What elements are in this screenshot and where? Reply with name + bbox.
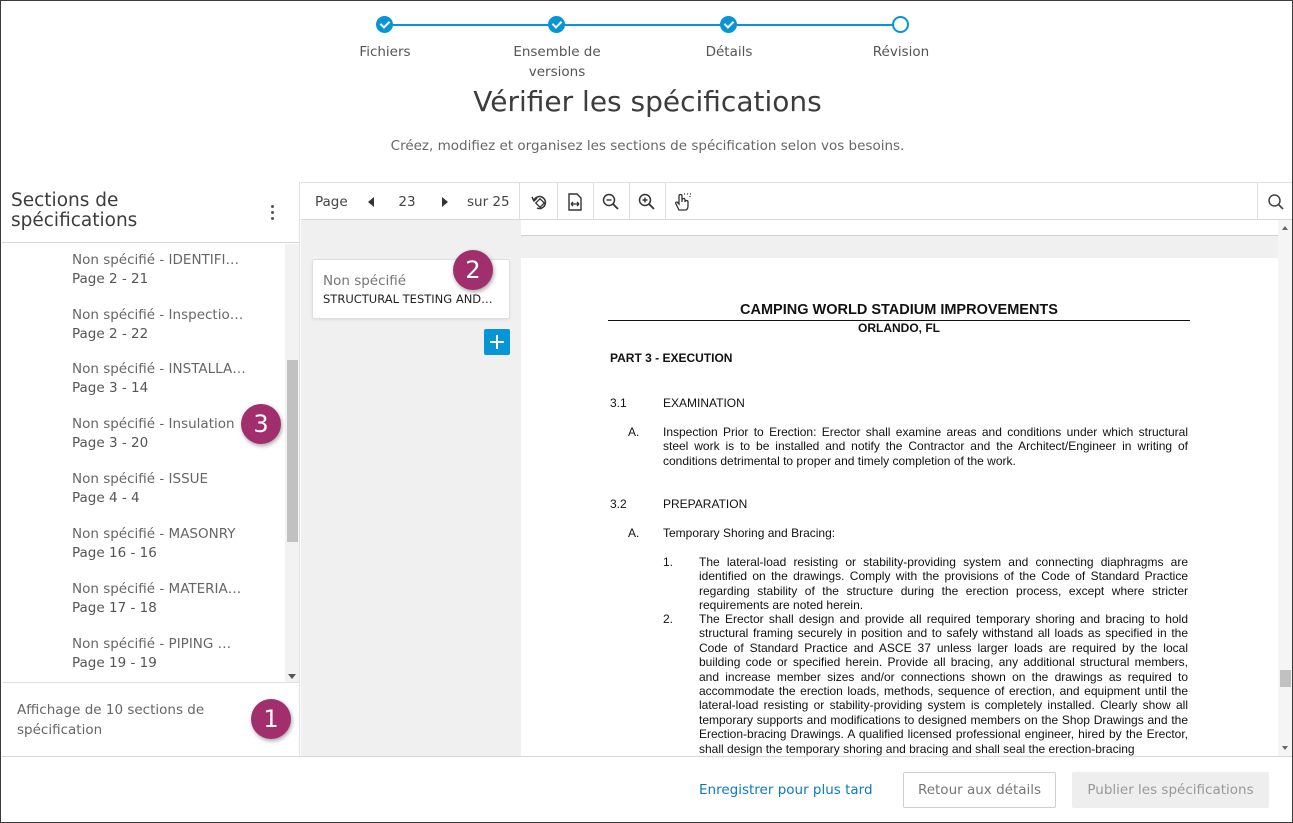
list-item[interactable] bbox=[72, 307, 272, 342]
doc-item-number: 2. bbox=[663, 612, 674, 626]
callout-badge-2: 2 bbox=[453, 250, 493, 290]
wizard-stepper bbox=[301, 15, 1001, 85]
step-2-check-icon[interactable] bbox=[548, 16, 565, 33]
doc-paragraph: Temporary Shoring and Bracing: bbox=[663, 526, 836, 540]
section-pages: Page 19 - 19 bbox=[72, 655, 157, 671]
doc-item-letter: A. bbox=[628, 425, 640, 439]
section-name: Non spécifié - INSTALLA… bbox=[72, 361, 246, 377]
kebab-vertical-icon[interactable] bbox=[264, 202, 280, 224]
doc-title: CAMPING WORLD STADIUM IMPROVEMENTS bbox=[740, 302, 1058, 318]
fit-width-icon[interactable] bbox=[557, 183, 593, 220]
prev-page-button[interactable] bbox=[363, 183, 379, 220]
sections-panel-header bbox=[2, 182, 300, 243]
next-page-button[interactable] bbox=[437, 183, 453, 220]
step-1-check-icon[interactable] bbox=[376, 16, 393, 33]
zoom-in-icon[interactable] bbox=[629, 183, 665, 220]
doc-paragraph: The Erector shall design and provide all required temporary shoring and bracing to hold structural framing securely in position and to safely withstand all loads as specified in the Code of Standard Practice and ASCE 37 unless larger loads are required by the local building code or specified herein. Provide all bracing, any additional structural members, and increase member sizes and/or connections shown on the drawings as required to accommodate the erection loads, methods, sequence of erection, and equipment until the lateral-load resisting or stability-providing system is completely installed. Clearly show all temporary supports and modifications to designed members on the Shop Drawings and the Erection-bracing Drawings. A qualified licensed professional engineer, hired by the Erector, shall design the temporary shoring and bracing and shall seal the erection-bracing bbox=[699, 612, 1188, 756]
doc-item-number: 1. bbox=[663, 555, 674, 569]
doc-paragraph: The lateral-load resisting or stability-providing system and connecting diaphragms are identified on the drawings. Comply with the provisions of the Code of Standard Practice regarding stability of the structure during the erection process, except where stricter requirements are noted herein. bbox=[699, 555, 1188, 613]
list-item[interactable] bbox=[72, 526, 272, 561]
doc-item-letter: A. bbox=[628, 526, 640, 540]
callout-badge-3: 3 bbox=[241, 404, 281, 444]
step-label-details[interactable]: Détails bbox=[705, 44, 753, 60]
callout-badge-1: 1 bbox=[251, 699, 291, 739]
page-label: Page bbox=[315, 193, 348, 210]
scroll-down-arrow-icon[interactable] bbox=[288, 674, 296, 679]
document-page bbox=[521, 258, 1278, 756]
sections-scrollbar-thumb[interactable] bbox=[287, 360, 298, 542]
section-name: Non spécifié - Inspectio… bbox=[72, 307, 244, 323]
doc-subtitle: ORLANDO, FL bbox=[858, 321, 940, 335]
previous-page-edge bbox=[521, 220, 1278, 236]
thumbnail-column bbox=[301, 220, 521, 756]
sections-count-text: Affichage de 10 sections de spécification bbox=[17, 702, 205, 738]
caret-left-icon bbox=[368, 197, 374, 207]
scroll-up-arrow-icon[interactable] bbox=[1282, 226, 1288, 230]
page-title: Vérifier les spécifications bbox=[473, 85, 822, 118]
save-for-later-link[interactable]: Enregistrer pour plus tard bbox=[699, 782, 873, 798]
step-label-files[interactable]: Fichiers bbox=[359, 44, 411, 60]
list-item[interactable] bbox=[72, 361, 272, 396]
thumbnail-section: STRUCTURAL TESTING AND… bbox=[323, 292, 493, 306]
list-item[interactable] bbox=[72, 252, 272, 287]
step-4-current-icon bbox=[892, 16, 909, 33]
sections-list bbox=[2, 244, 284, 682]
section-name: Non spécifié - MATERIA… bbox=[72, 581, 242, 597]
section-pages: Page 16 - 16 bbox=[72, 545, 157, 561]
stepper-line bbox=[386, 24, 901, 26]
section-pages: Page 2 - 22 bbox=[72, 326, 149, 342]
scroll-down-arrow-icon[interactable] bbox=[1282, 746, 1288, 750]
action-bar bbox=[2, 756, 1293, 823]
viewer-toolbar bbox=[301, 182, 1293, 220]
section-pages: Page 4 - 4 bbox=[72, 490, 140, 506]
step-3-check-icon[interactable] bbox=[720, 16, 737, 33]
sections-panel-title: Sections de spécifications bbox=[11, 190, 138, 231]
sections-panel bbox=[2, 182, 300, 756]
sections-scrollbar[interactable] bbox=[285, 244, 299, 682]
search-icon[interactable] bbox=[1258, 183, 1293, 220]
document-canvas[interactable] bbox=[521, 220, 1278, 756]
section-pages: Page 17 - 18 bbox=[72, 600, 157, 616]
pan-hand-icon[interactable] bbox=[665, 183, 701, 220]
publish-specifications-button[interactable]: Publier les spécifications bbox=[1072, 772, 1269, 808]
section-name: Non spécifié - MASONRY bbox=[72, 526, 236, 542]
doc-section-title: EXAMINATION bbox=[663, 396, 745, 410]
document-viewer bbox=[301, 182, 1293, 756]
list-item[interactable] bbox=[72, 471, 272, 506]
section-name: Non spécifié - IDENTIFI… bbox=[72, 252, 240, 268]
add-section-button[interactable] bbox=[484, 329, 510, 355]
doc-section-number: 3.1 bbox=[610, 396, 627, 410]
back-to-details-button[interactable]: Retour aux détails bbox=[903, 772, 1056, 808]
section-pages: Page 3 - 20 bbox=[72, 435, 149, 451]
section-pages: Page 2 - 21 bbox=[72, 271, 149, 287]
doc-part-heading: PART 3 - EXECUTION bbox=[610, 351, 733, 365]
doc-section-title: PREPARATION bbox=[663, 497, 748, 511]
section-name: Non spécifié - Insulation bbox=[72, 416, 235, 432]
section-name: Non spécifié - ISSUE bbox=[72, 471, 209, 487]
rotate-icon[interactable] bbox=[521, 183, 557, 220]
page-subtitle: Créez, modifiez et organisez les sections de spécification selon vos besoins. bbox=[390, 138, 905, 154]
page-total-label: sur 25 bbox=[467, 193, 510, 210]
doc-section-number: 3.2 bbox=[610, 497, 627, 511]
zoom-out-icon[interactable] bbox=[593, 183, 629, 220]
document-scrollbar[interactable] bbox=[1278, 220, 1293, 756]
caret-right-icon bbox=[442, 197, 448, 207]
step-label-review: Révision bbox=[872, 44, 930, 60]
list-item[interactable] bbox=[72, 636, 272, 671]
list-item[interactable] bbox=[72, 581, 272, 616]
thumbnail-title: Non spécifié bbox=[323, 273, 407, 289]
step-label-version-set[interactable]: Ensemble de versions bbox=[513, 44, 601, 80]
section-pages: Page 3 - 14 bbox=[72, 380, 149, 396]
page-number-input[interactable]: 23 bbox=[398, 193, 416, 210]
document-scrollbar-thumb[interactable] bbox=[1280, 670, 1291, 687]
doc-paragraph: Inspection Prior to Erection: Erector shall examine areas and conditions under which structural steel work is to be installed and notify the Contractor and the Architect/Engineer in writing of conditions detrimental to proper and timely completion of the work. bbox=[663, 425, 1188, 468]
section-name: Non spécifié - PIPING … bbox=[72, 636, 232, 652]
